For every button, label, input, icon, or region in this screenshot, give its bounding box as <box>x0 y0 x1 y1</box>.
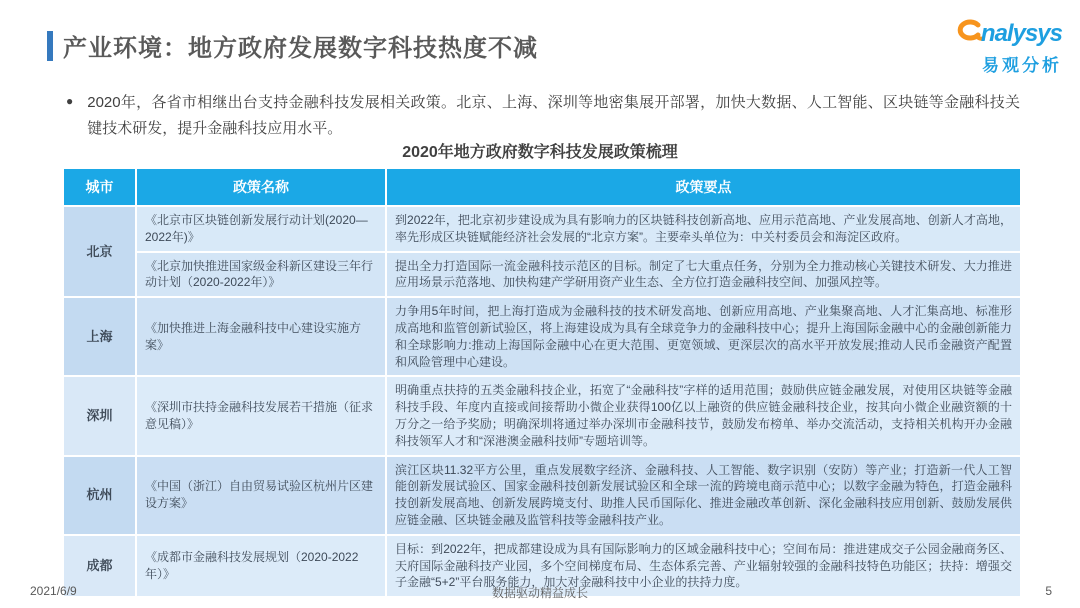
table-row <box>63 297 1021 376</box>
table-row <box>63 252 1021 298</box>
table-row <box>63 456 1021 535</box>
city-cell: 北京 <box>63 206 136 297</box>
page-header <box>47 28 538 63</box>
city-cell: 上海 <box>63 297 136 376</box>
footer-slogan: 数据驱动精益成长 <box>491 586 588 600</box>
column-header-policy-points: 政策要点 <box>386 168 1021 206</box>
table-row <box>63 376 1021 455</box>
city-cell: 杭州 <box>63 456 136 535</box>
table-header-row <box>63 168 1021 206</box>
logo-swoosh-icon <box>951 16 985 51</box>
policy-name-cell: 《深圳市扶持金融科技发展若干措施（征求意见稿）》 <box>136 376 386 455</box>
policy-points-cell: 明确重点扶持的五类金融科技企业，拓宽了“金融科技”字样的适用范围；鼓励供应链金融发展，对使用区块链等金融科技手段、年度内直接或间接帮助小微企业获得100亿以上融资的供应链金融科技企业，按其向小微企业融资额的十万分之一给予奖励；明确深圳将通过举办深圳市金融科技节，鼓励发布榜单、举办交流活动，支持相关机构开办金融科技领军人才和“深港澳金融科技师”专题培训等。 <box>386 376 1021 455</box>
slide-footer <box>0 584 1080 604</box>
policy-points-cell: 滨江区块11.32平方公里，重点发展数字经济、金融科技、人工智能、数字识别（安防）等产业；打造新一代人工智能创新发展试验区、国家金融科技创新发展试验区和全球一流的跨境电商示范中心；以数字金融为特色，打造金融科技创新发展高地、创新发展跨境支付、助推人民币国际化、推进金融改革创新、深化金融科技应用创新、鼓励发展供应链金融、区块链金融及监管科技等金融科技产业。 <box>386 456 1021 535</box>
intro-paragraph <box>62 90 1020 143</box>
intro-text: 2020年，各省市相继出台支持金融科技发展相关政策。北京、上海、深圳等地密集展开部署，加快大数据、人工智能、区块链等金融科技关键技术研发，提升金融科技应用水平。 <box>87 94 1020 138</box>
city-cell: 深圳 <box>63 376 136 455</box>
page-title: 产业环境：地方政府发展数字科技热度不减 <box>63 35 538 62</box>
column-header-city: 城市 <box>63 168 136 206</box>
policy-name-cell: 《北京市区块链创新发展行动计划(2020—2022年)》 <box>136 206 386 252</box>
policy-table <box>62 167 1022 598</box>
logo-brand-text: nalysys <box>980 19 1062 47</box>
column-header-policy-name: 政策名称 <box>136 168 386 206</box>
policy-points-cell: 力争用5年时间，把上海打造成为金融科技的技术研发高地、创新应用高地、产业集聚高地、人才汇集高地、标准形成高地和监管创新试验区，将上海建设成为具有全球竞争力的金融科技中心；提升上海国际金融中心的金融创新能力和全球影响力:推动上海国际金融中心在更大范围、更宽领域、更深层次的高水平开放发展;推动人民币金融资产配置和风险管理中心建设。 <box>386 297 1021 376</box>
city-cell: 成都 <box>63 535 136 597</box>
footer-date: 2021/6/9 <box>30 584 77 598</box>
title-accent-bar <box>47 31 53 61</box>
logo-brand-cn: 易观分析 <box>982 56 1062 75</box>
table-row <box>63 206 1021 252</box>
bullet-icon: ● <box>66 94 74 108</box>
analysys-logo <box>912 16 1062 76</box>
policy-points-cell: 提出全力打造国际一流金融科技示范区的目标。制定了七大重点任务，分别为全力推动核心关键技术研发、大力推进应用场景示范落地、加快构建产学研用资产业生态、全方位打造金融科技空间、加强风控等。 <box>386 252 1021 298</box>
page-number: 5 <box>1045 584 1052 598</box>
policy-name-cell: 《中国（浙江）自由贸易试验区杭州片区建设方案》 <box>136 456 386 535</box>
policy-name-cell: 《成都市金融科技发展规划（2020-2022年）》 <box>136 535 386 597</box>
policy-points-cell: 目标：到2022年，把成都建设成为具有国际影响力的区域金融科技中心；空间布局：推进建成交子公园金融商务区、天府国际金融科技产业园，多个空间梯度布局、生态体系完善、产业辐射较强的金融科技特色功能区；扶持：增强交子金融“5+2”平台服务能力，加大对金融科技中小企业的扶持力度。 <box>386 535 1021 597</box>
policy-points-cell: 到2022年，把北京初步建设成为具有影响力的区块链科技创新高地、应用示范高地、产业发展高地、创新人才高地，率先形成区块链赋能经济社会发展的“北京方案”。主要牵头单位为：中关村委员会和海淀区政府。 <box>386 206 1021 252</box>
table-title: 2020年地方政府数字科技发展政策梳理 <box>402 144 678 161</box>
policy-name-cell: 《北京加快推进国家级金科新区建设三年行动计划（2020-2022年）》 <box>136 252 386 298</box>
policy-name-cell: 《加快推进上海金融科技中心建设实施方案》 <box>136 297 386 376</box>
